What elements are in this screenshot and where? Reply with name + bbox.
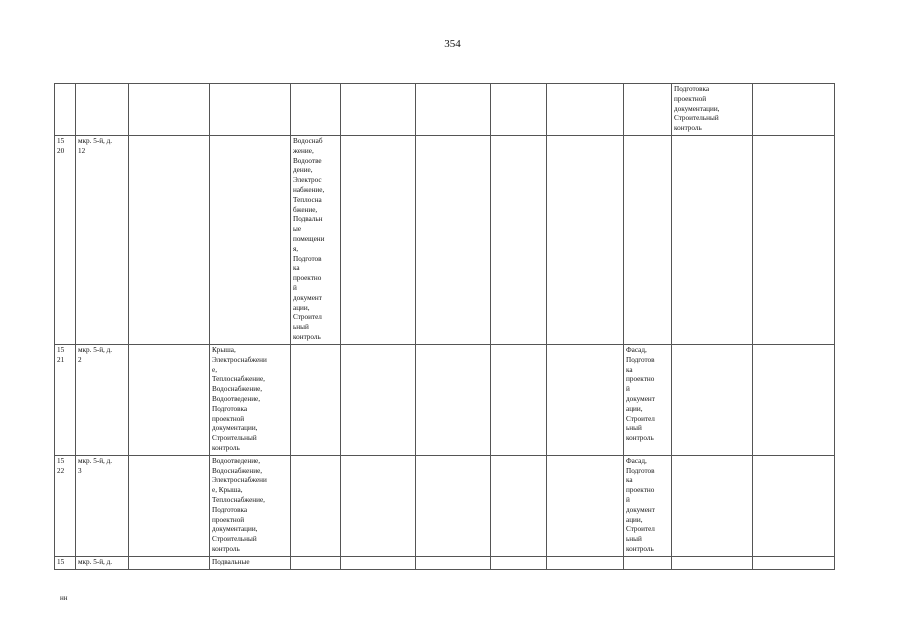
table-cell-c10: [624, 556, 672, 569]
cell-text: 15: [57, 557, 65, 566]
table-cell-c10: [624, 84, 672, 136]
table-cell-c5: [291, 345, 341, 456]
table-cell-c5: [291, 84, 341, 136]
cell-text: Фасад, Подготов ка проектно й документ ации, Строител ьный контроль: [626, 456, 655, 553]
table-cell-c5: [291, 455, 341, 556]
cell-text: 15 20: [57, 137, 65, 155]
cell-text: Водоснаб жение, Водоотве дение, Электрос набжение, Теплосна бжение, Подвальн ые помещени я, Подготов ка проектно й документ ации, Строител ьный контроль: [293, 137, 325, 341]
table-cell-c7: [416, 84, 491, 136]
cell-text: мкр. 5-й, д. 12: [78, 137, 113, 155]
table-cell-num: [55, 136, 76, 345]
table-cell-c10: [624, 455, 672, 556]
table-cell-c4: [210, 455, 291, 556]
table-cell-c9: [547, 84, 624, 136]
cell-text: Подвальные: [212, 557, 250, 566]
table-cell-c4: [210, 345, 291, 456]
cell-text: Фасад, Подготов ка проектно й документ ации, Строител ьный контроль: [626, 346, 655, 443]
table-cell-c7: [416, 136, 491, 345]
cell-text: мкр. 5-й, д.: [78, 557, 113, 566]
table-cell-address: [76, 455, 129, 556]
table-cell-address: [76, 556, 129, 569]
table-cell-c8: [491, 136, 547, 345]
cell-text: мкр. 5-й, д. 2: [78, 346, 113, 364]
table-cell-c11: [672, 345, 753, 456]
table-cell-c6: [341, 345, 416, 456]
table-row: [55, 136, 835, 345]
cell-text: мкр. 5-й, д. 3: [78, 456, 113, 475]
table-cell-c12: [753, 345, 835, 456]
table-row: [55, 345, 835, 456]
table-cell-c8: [491, 455, 547, 556]
table-cell-c6: [341, 84, 416, 136]
table-cell-c7: [416, 556, 491, 569]
table-row: [55, 84, 835, 136]
table-cell-c12: [753, 84, 835, 136]
table-cell-c6: [341, 455, 416, 556]
table-cell-c9: [547, 556, 624, 569]
table-cell-c11: [672, 136, 753, 345]
table-cell-address: [76, 84, 129, 136]
cell-text: 15 21: [57, 346, 65, 364]
table-cell-num: [55, 455, 76, 556]
table-cell-c11: [672, 84, 753, 136]
table-cell-c3: [129, 84, 210, 136]
table-cell-c12: [753, 556, 835, 569]
table-cell-c11: [672, 455, 753, 556]
table-cell-c7: [416, 345, 491, 456]
table-cell-c4: [210, 556, 291, 569]
page-number: 354: [444, 38, 461, 50]
table-row: [55, 455, 835, 556]
cell-text: Водоотведение, Водоснабжение, Электроснабжени е, Крыша, Теплоснабжение, Подготовка проектной документации, Строительный контроль: [212, 456, 267, 553]
table-cell-c5: [291, 136, 341, 345]
cell-text: 15 22: [57, 456, 65, 475]
cell-text: Подготовка проектной документации, Строительный контроль: [674, 85, 720, 133]
table-cell-c9: [547, 455, 624, 556]
table-cell-num: [55, 345, 76, 456]
table-cell-c8: [491, 84, 547, 136]
table-cell-address: [76, 345, 129, 456]
table-cell-c8: [491, 345, 547, 456]
cell-text: Крыша, Электроснабжени е, Теплоснабжение, Водоснабжение, Водоотведение, Подготовка проектной документации, Строительный контроль: [212, 346, 267, 452]
table-cell-c3: [129, 345, 210, 456]
table-cell-c4: [210, 136, 291, 345]
table-cell-c3: [129, 136, 210, 345]
table-cell-address: [76, 136, 129, 345]
table-cell-c11: [672, 556, 753, 569]
table-cell-c4: [210, 84, 291, 136]
table-cell-c3: [129, 556, 210, 569]
table-cell-c12: [753, 455, 835, 556]
table-cell-c7: [416, 455, 491, 556]
table-cell-c10: [624, 136, 672, 345]
table-cell-c8: [491, 556, 547, 569]
table-cell-c9: [547, 345, 624, 456]
footer-mark: нн: [60, 594, 68, 602]
table-cell-c10: [624, 345, 672, 456]
table-cell-c6: [341, 556, 416, 569]
table-body: [55, 84, 835, 570]
table-row: [55, 556, 835, 569]
table-cell-c12: [753, 136, 835, 345]
repair-schedule-table: [54, 83, 835, 570]
table-cell-c6: [341, 136, 416, 345]
table-cell-c3: [129, 455, 210, 556]
table-cell-c5: [291, 556, 341, 569]
table-cell-c9: [547, 136, 624, 345]
table-cell-num: [55, 84, 76, 136]
table-cell-num: [55, 556, 76, 569]
